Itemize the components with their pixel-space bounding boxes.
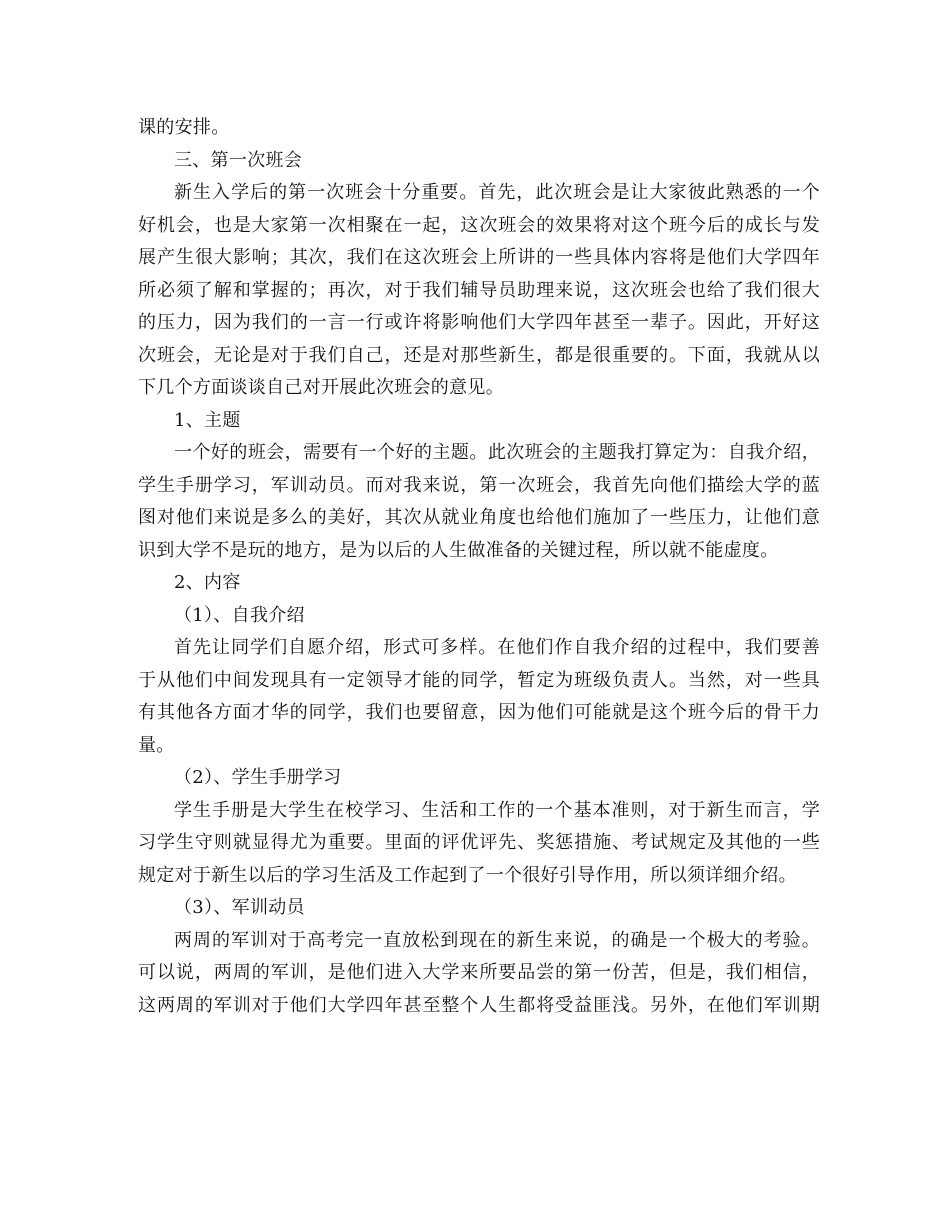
text-line: （1）、自我介绍	[174, 604, 305, 626]
text-line: （2）、学生手册学习	[174, 767, 342, 788]
text-line: 一个好的班会，需要有一个好的主题。此次班会的主题我打算定为：自我介绍，	[174, 442, 820, 463]
text-line: 可以说，两周的军训，是他们进入大学来所要品尝的第一份苦，但是，我们相信，	[138, 962, 820, 983]
text-line: 次班会，无论是对于我们自己，还是对那些新生，都是很重要的。下面，我就从以	[138, 344, 820, 366]
text-line: 两周的军训对于高考完一直放松到现在的新生来说，的确是一个极大的考验。	[174, 929, 820, 951]
text-line: 新生入学后的第一次班会十分重要。首先，此次班会是让大家彼此熟悉的一个	[174, 182, 820, 203]
document-page	[138, 112, 820, 1022]
text-line: 学生手册学习，军训动员。而对我来说，第一次班会，我首先向他们描绘大学的蓝	[138, 474, 820, 496]
text-line: 1、主题	[174, 409, 241, 431]
text-line: 量。	[138, 734, 175, 756]
text-line: 展产生很大影响；其次，我们在这次班会上所讲的一些具体内容将是他们大学四年	[138, 247, 820, 268]
text-line: 识到大学不是玩的地方，是为以后的人生做准备的关键过程，所以就不能虚度。	[138, 539, 779, 561]
text-line: 有其他各方面才华的同学，我们也要留意，因为他们可能就是这个班今后的骨干力	[138, 702, 820, 723]
text-line: 规定对于新生以后的学习生活及工作起到了一个很好引导作用，所以须详细介绍。	[138, 864, 797, 886]
text-line: 课的安排。	[138, 117, 230, 138]
text-line: 下几个方面谈谈自己对开展此次班会的意见。	[138, 377, 504, 398]
text-line: 习学生守则就显得尤为重要。里面的评优评先、奖惩措施、考试规定及其他的一些	[138, 832, 820, 853]
text-line: 图对他们来说是多么的美好，其次从就业角度也给他们施加了一些压力，让他们意	[138, 507, 820, 528]
text-line: 于从他们中间发现具有一定领导才能的同学，暂定为班级负责人。当然，对一些具	[138, 669, 820, 691]
text-line: （3）、军训动员	[174, 897, 305, 918]
text-line: 的压力，因为我们的一言一行或许将影响他们大学四年甚至一辈子。因此，开好这	[138, 312, 820, 333]
text-line: 学生手册是大学生在校学习、生活和工作的一个基本准则，对于新生而言，学	[174, 799, 820, 821]
text-line: 这两周的军训对于他们大学四年甚至整个人生都将受益匪浅。另外，在他们军训期	[138, 994, 820, 1016]
text-line: 首先让同学们自愿介绍，形式可多样。在他们作自我介绍的过程中，我们要善	[174, 637, 820, 658]
text-line: 2、内容	[174, 572, 241, 593]
text-line: 三、第一次班会	[174, 149, 303, 171]
text-line: 所必须了解和掌握的；再次，对于我们辅导员助理来说，这次班会也给了我们很大	[138, 279, 820, 301]
text-line: 好机会，也是大家第一次相聚在一起，这次班会的效果将对这个班今后的成长与发	[138, 214, 820, 236]
